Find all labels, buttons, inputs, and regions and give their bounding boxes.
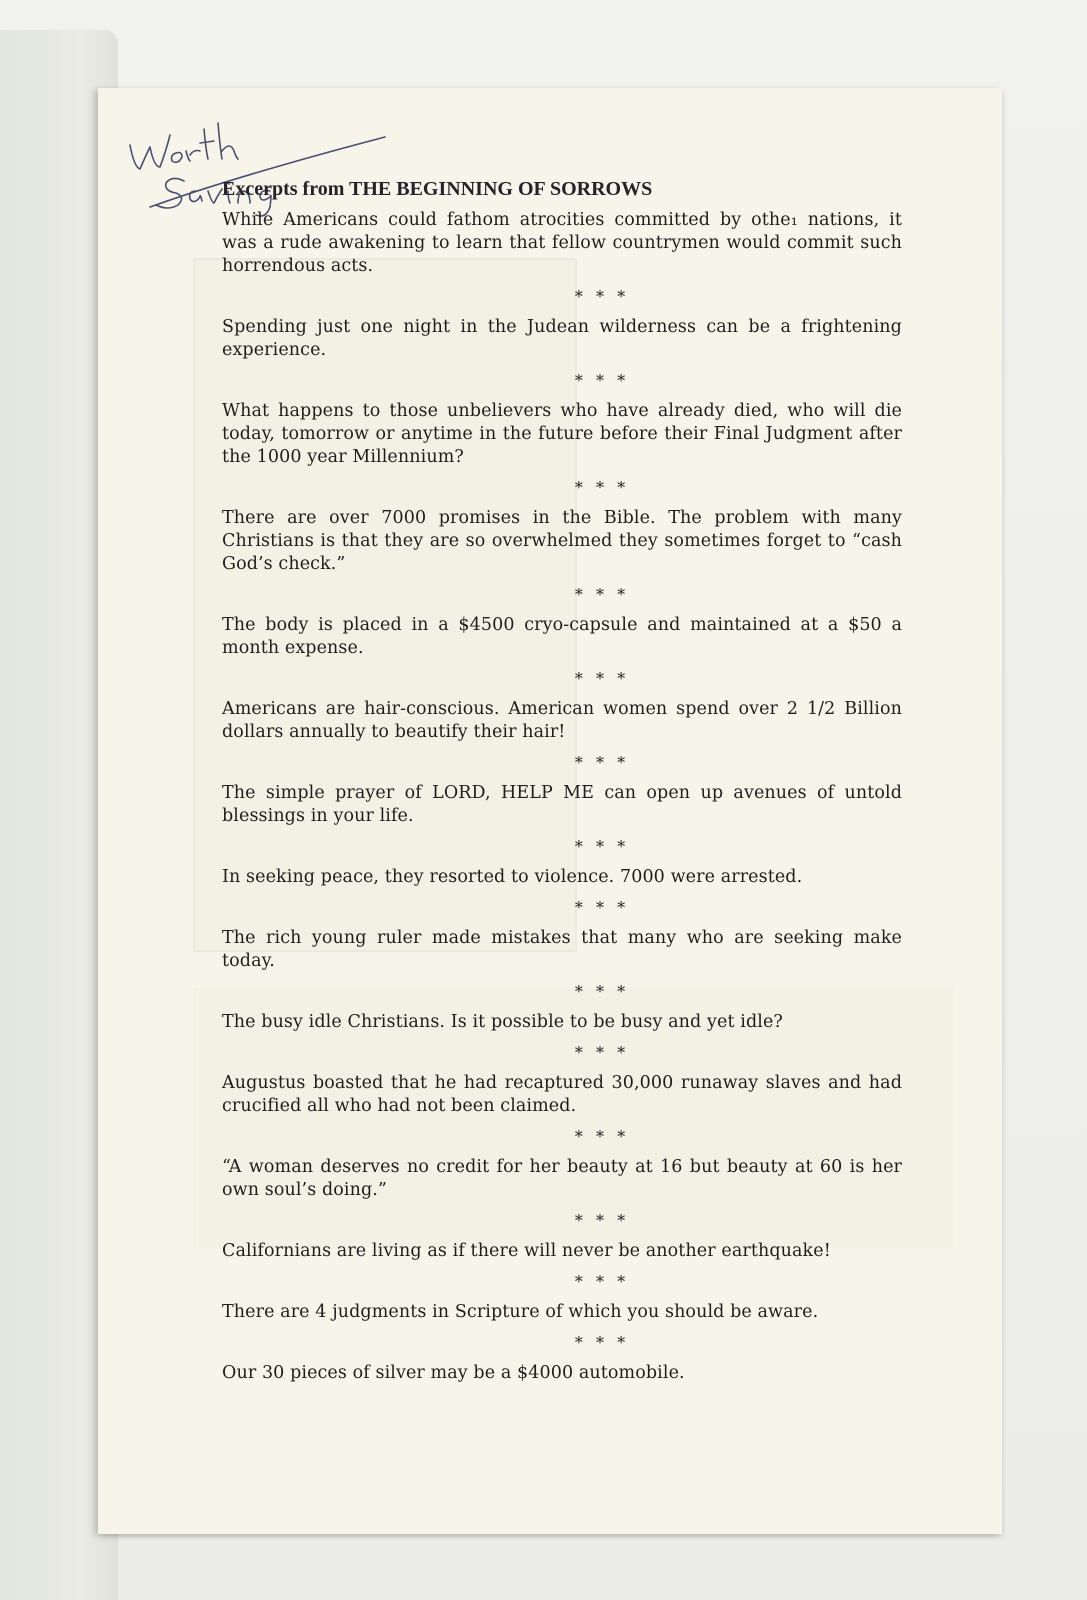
excerpt-8: In seeking peace, they resorted to violence. 7000 were arrested. xyxy=(222,867,803,887)
separator: * * * xyxy=(574,1043,630,1062)
excerpt-9: The rich young ruler made mistakes that many who are seeking make today. xyxy=(222,928,902,971)
separator: * * * xyxy=(574,287,630,306)
excerpt-5: The body is placed in a $4500 cryo-capsule and maintained at a $50 a month expense. xyxy=(222,615,902,658)
excerpt-12: “A woman deserves no credit for her beauty at 16 but beauty at 60 is her own soul’s doing.” xyxy=(222,1157,902,1200)
separator: * * * xyxy=(574,1272,630,1291)
excerpt-7: The simple prayer of LORD, HELP ME can open up avenues of untold blessings in your life. xyxy=(222,783,902,826)
separator: * * * xyxy=(574,1211,630,1230)
excerpt-1: While Americans could fathom atrocities committed by othe₁ nations, it was a rude awakening to learn that fellow countrymen would commit such horrendous acts. xyxy=(222,210,902,276)
excerpt-14: There are 4 judgments in Scripture of which you should be aware. xyxy=(222,1302,819,1322)
excerpt-6: Americans are hair-conscious. American women spend over 2 1/2 Billion dollars annually to beautify their hair! xyxy=(222,699,902,742)
excerpt-10: The busy idle Christians. Is it possible to be busy and yet idle? xyxy=(222,1012,783,1032)
separator: * * * xyxy=(574,982,630,1001)
excerpt-4: There are over 7000 promises in the Bible. The problem with many Christians is that they are so overwhelmed they sometimes forget to “cash God’s check.” xyxy=(222,508,902,574)
separator: * * * xyxy=(574,478,630,497)
separator: * * * xyxy=(574,753,630,772)
separator: * * * xyxy=(574,837,630,856)
excerpt-13: Californians are living as if there will never be another earthquake! xyxy=(222,1241,831,1261)
excerpt-3: What happens to those unbelievers who have already died, who will die today, tomorrow or anytime in the future before their Final Judgment after the 1000 year Millennium? xyxy=(222,401,902,467)
separator: * * * xyxy=(574,1333,630,1352)
excerpt-15: Our 30 pieces of silver may be a $4000 automobile. xyxy=(222,1363,685,1383)
separator: * * * xyxy=(574,585,630,604)
separator: * * * xyxy=(574,1127,630,1146)
excerpts-section xyxy=(222,178,902,1385)
excerpt-11: Augustus boasted that he had recaptured 30,000 runaway slaves and had crucified all who had not been claimed. xyxy=(222,1073,902,1116)
section-heading: Excerpts from THE BEGINNING OF SORROWS xyxy=(222,178,653,200)
separator: * * * xyxy=(574,669,630,688)
separator: * * * xyxy=(574,371,630,390)
excerpt-2: Spending just one night in the Judean wilderness can be a frightening experience. xyxy=(222,317,902,360)
separator: * * * xyxy=(574,898,630,917)
